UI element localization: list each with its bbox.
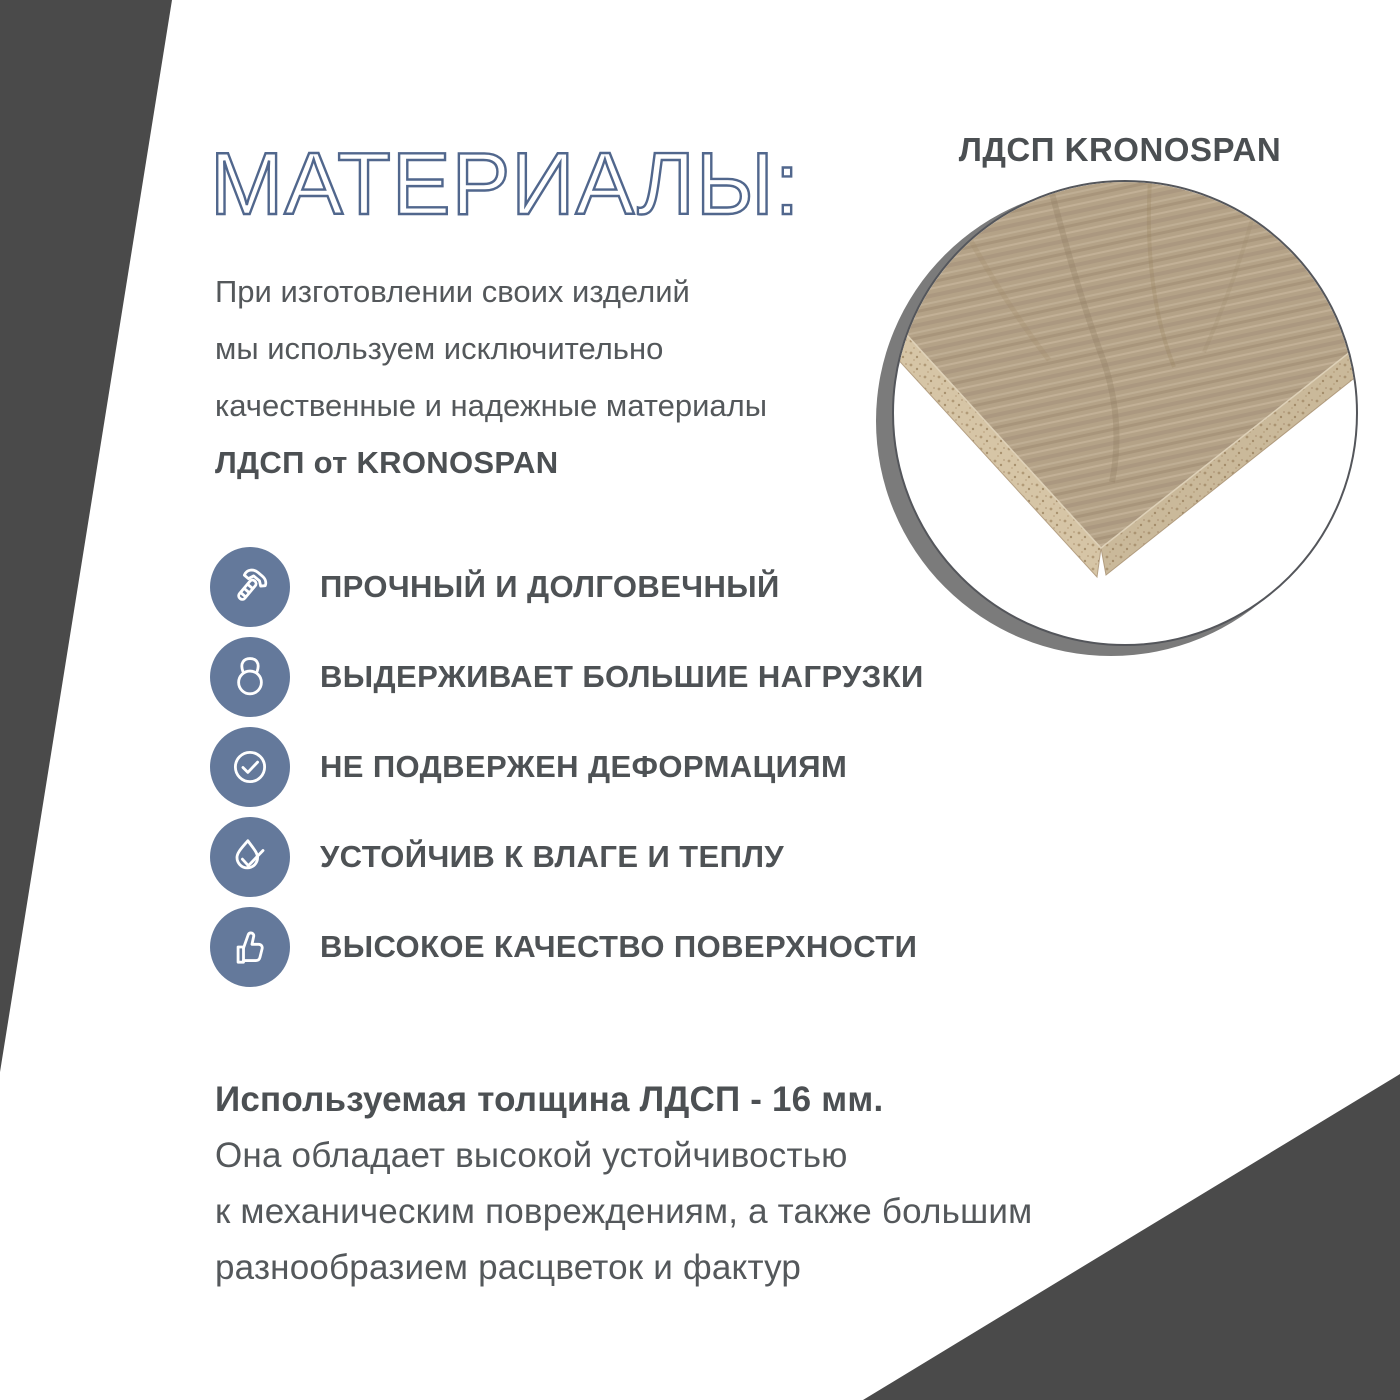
intro-line: качественные и надежные материалы (215, 388, 768, 423)
footer-line: Она обладает высокой устойчивостью (215, 1136, 848, 1175)
feature-label: УСТОЙЧИВ К ВЛАГЕ И ТЕПЛУ (320, 839, 785, 874)
check-circle-icon (210, 727, 290, 807)
sample-photo (876, 180, 1371, 662)
sample-photo-disc (892, 180, 1358, 646)
hammer-icon (210, 547, 290, 627)
feature-item (210, 547, 924, 627)
page-title-text: МАТЕРИАЛЫ: (210, 138, 801, 233)
sample-label: ЛДСП KRONOSPAN (958, 131, 1282, 168)
intro-line-brand: ЛДСП от KRONOSPAN (215, 445, 559, 480)
feature-item (210, 727, 924, 807)
intro-line: При изготовлении своих изделий (215, 274, 690, 309)
intro-line: мы используем исключительно (215, 331, 664, 366)
intro-paragraph (215, 263, 767, 491)
feature-label: ВЫДЕРЖИВАЕТ БОЛЬШИЕ НАГРУЗКИ (320, 659, 924, 694)
page-title (210, 138, 910, 254)
feature-item (210, 637, 924, 717)
feature-item (210, 817, 924, 897)
water-drop-check-icon (210, 817, 290, 897)
chipboard-panel-image (894, 182, 1356, 644)
thumbs-up-icon (210, 907, 290, 987)
feature-item (210, 907, 924, 987)
feature-label: ВЫСОКОЕ КАЧЕСТВО ПОВЕРХНОСТИ (320, 929, 918, 964)
thickness-paragraph (215, 1072, 1032, 1296)
kettlebell-icon (210, 637, 290, 717)
features-list (210, 547, 924, 987)
feature-label: ПРОЧНЫЙ И ДОЛГОВЕЧНЫЙ (320, 569, 780, 604)
feature-label: НЕ ПОДВЕРЖЕН ДЕФОРМАЦИЯМ (320, 749, 848, 784)
footer-line: разнообразием расцветок и фактур (215, 1248, 802, 1287)
corner-decoration-top-left (0, 0, 172, 1072)
footer-line-thickness: Используемая толщина ЛДСП - 16 мм. (215, 1080, 884, 1119)
footer-line: к механическим повреждениям, а также большим (215, 1192, 1033, 1231)
